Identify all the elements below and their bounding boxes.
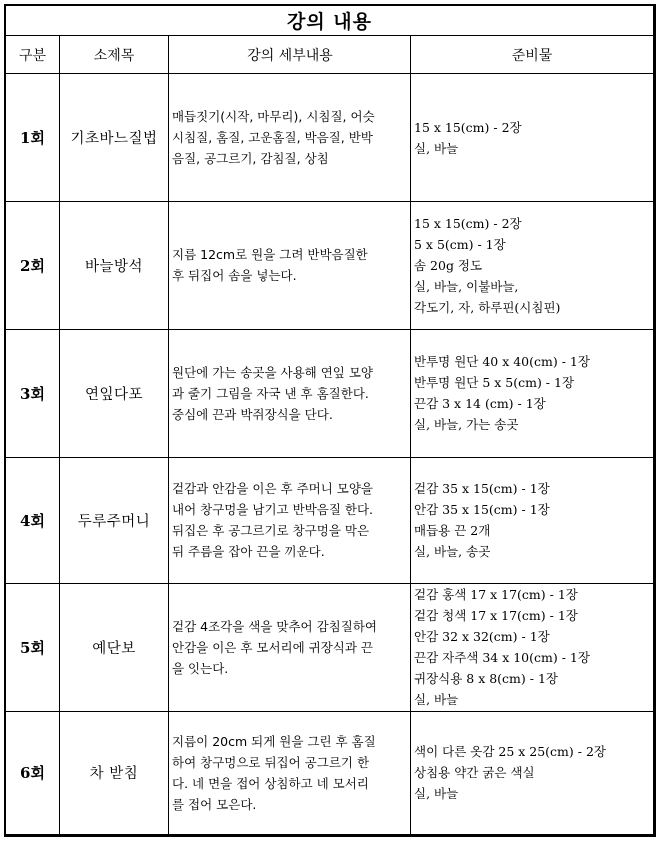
details-line: 겉감 4조각을 색을 맞추어 감침질하여 — [172, 618, 377, 634]
details-line: 안감을 이은 후 모서리에 귀장식과 끈 — [172, 639, 373, 655]
round-cell: 2회 — [6, 201, 60, 329]
materials-line: 안감 35 x 15(cm) - 1장 — [414, 502, 550, 517]
materials-line: 5 x 5(cm) - 1장 — [414, 236, 506, 252]
details-line: 원단에 가는 송곳을 사용해 연잎 모양 — [172, 364, 373, 380]
materials-line: 반투명 원단 40 x 40(cm) - 1장 — [414, 354, 590, 369]
materials-line: 겉감 35 x 15(cm) - 1장 — [414, 481, 550, 496]
table-row — [6, 583, 653, 712]
details-line: 지름 12cm로 원을 그려 반박음질한 — [172, 247, 368, 262]
details-line: 다. 네 면을 접어 상침하고 네 모서리 — [172, 775, 369, 791]
subject-cell: 예단보 — [60, 583, 169, 711]
details-cell — [169, 329, 411, 457]
details-line: 중심에 끈과 박쥐장식을 단다. — [172, 406, 333, 422]
details-line: 내어 창구멍을 남기고 반박음질 한다. — [172, 502, 373, 517]
materials-line: 겉감 홍색 17 x 17(cm) - 1장 — [414, 587, 578, 602]
table-title: 강의 내용 — [6, 6, 653, 36]
subject-cell: 기초바느질법 — [60, 74, 169, 201]
materials-line: 반투명 원단 5 x 5(cm) - 1장 — [414, 375, 575, 390]
subject-cell: 두루주머니 — [60, 457, 169, 583]
materials-line: 15 x 15(cm) - 2장 — [414, 215, 522, 231]
details-line: 를 접어 모은다. — [172, 796, 257, 812]
materials-line: 실, 바늘, 가는 송곳 — [414, 417, 519, 432]
materials-line: 실, 바늘, 이불바늘, — [414, 278, 519, 294]
details-line: 시침질, 홈질, 고운홈질, 박음질, 반박 — [172, 130, 373, 145]
materials-cell — [411, 457, 653, 583]
round-cell: 3회 — [6, 329, 60, 457]
details-cell — [169, 201, 411, 329]
materials-cell — [411, 201, 653, 329]
details-cell — [169, 711, 411, 834]
materials-line: 끈감 3 x 14 (cm) - 1장 — [414, 396, 546, 411]
subject-cell: 차 받침 — [60, 711, 169, 834]
header-materials: 준비물 — [511, 47, 553, 64]
materials-line: 상침용 약간 굵은 색실 — [414, 765, 535, 780]
details-line: 후 뒤집어 솜을 넣는다. — [172, 268, 297, 283]
materials-line: 안감 32 x 32(cm) - 1장 — [414, 629, 550, 644]
materials-line: 15 x 15(cm) - 2장 — [414, 119, 522, 135]
details-line: 을 잇는다. — [172, 660, 229, 676]
materials-line: 귀장식용 8 x 8(cm) - 1장 — [414, 671, 558, 686]
header-subject: 소제목 — [60, 36, 169, 73]
materials-line: 실, 바늘 — [414, 140, 459, 156]
round-cell: 1회 — [6, 74, 60, 201]
header-round: 구분 — [6, 36, 60, 73]
lecture-content-table — [4, 4, 656, 837]
materials-line: 실, 바늘, 송곳 — [414, 544, 491, 559]
materials-cell — [411, 74, 653, 201]
table-row — [6, 74, 653, 202]
round-cell: 4회 — [6, 457, 60, 583]
round-cell: 6회 — [6, 711, 60, 834]
details-line: 매듭짓기(시작, 마무리), 시침질, 어슷 — [172, 109, 375, 124]
details-line: 음질, 공그르기, 감침질, 상침 — [172, 151, 329, 166]
details-line: 하여 창구멍으로 뒤집어 공그르기 한 — [172, 754, 370, 770]
table-row — [6, 329, 653, 458]
materials-line: 실, 바늘 — [414, 786, 459, 801]
materials-line: 솜 20g 정도 — [414, 257, 483, 273]
materials-line: 매듭용 끈 2개 — [414, 523, 491, 538]
details-line: 지름이 20cm 되게 원을 그린 후 홈질 — [172, 733, 376, 749]
details-line: 과 줄기 그림을 자국 낸 후 홈질한다. — [172, 385, 369, 401]
details-line: 뒤집은 후 공그르기로 창구멍을 막은 — [172, 523, 370, 538]
round-cell: 5회 — [6, 583, 60, 711]
materials-line: 각도기, 자, 하루핀(시침핀) — [414, 299, 561, 315]
materials-cell — [411, 711, 653, 834]
header-row — [6, 36, 653, 74]
subject-cell: 바늘방석 — [60, 201, 169, 329]
table-row — [6, 457, 653, 584]
materials-line: 색이 다른 옷감 25 x 25(cm) - 2장 — [414, 744, 606, 759]
materials-line: 실, 바늘 — [414, 692, 459, 707]
details-cell — [169, 74, 411, 201]
details-cell — [169, 583, 411, 711]
details-line: 겉감과 안감을 이은 후 주머니 모양을 — [172, 481, 373, 496]
details-line: 뒤 주름을 잡아 끈을 끼운다. — [172, 544, 325, 559]
details-cell — [169, 457, 411, 583]
materials-line: 끈감 자주색 34 x 10(cm) - 1장 — [414, 650, 590, 665]
materials-cell — [411, 583, 653, 711]
subject-cell: 연잎다포 — [60, 329, 169, 457]
table-row — [6, 711, 653, 834]
header-details: 강의 세부내용 — [169, 36, 411, 73]
table-row — [6, 201, 653, 330]
materials-line: 겉감 청색 17 x 17(cm) - 1장 — [414, 608, 578, 623]
materials-cell — [411, 329, 653, 457]
